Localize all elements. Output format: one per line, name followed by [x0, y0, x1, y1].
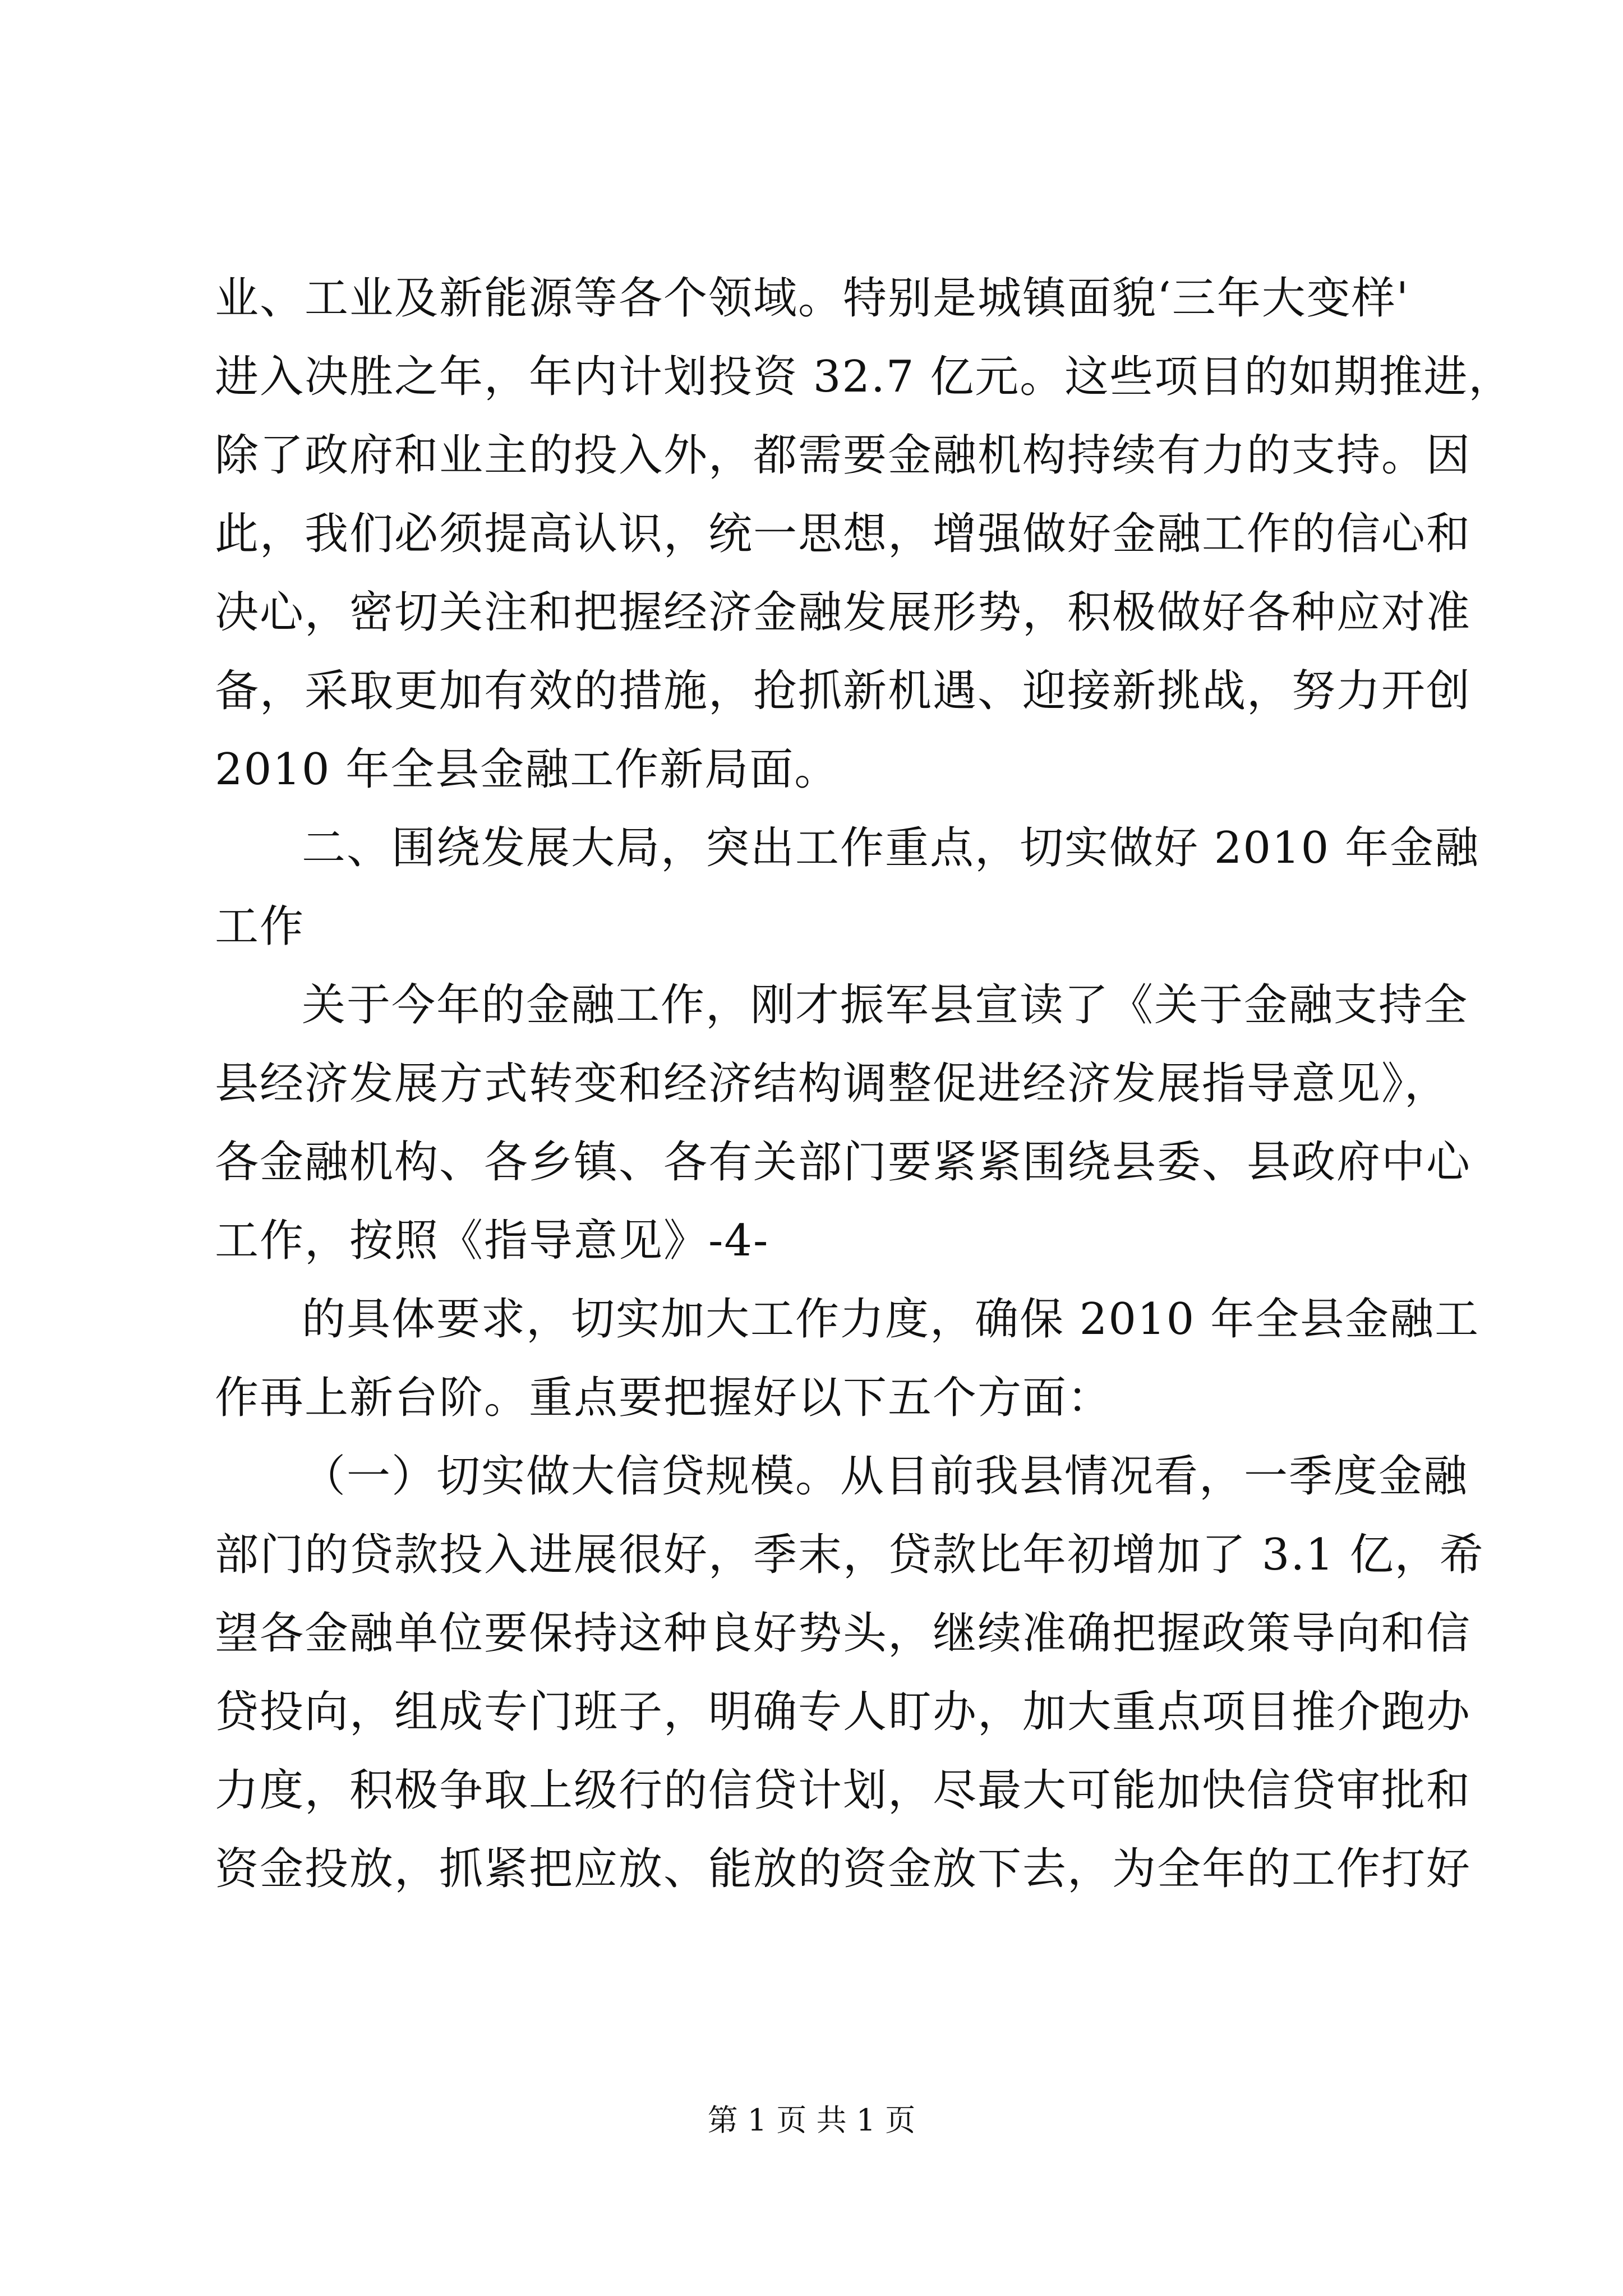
body-text-line: 进入决胜之年，年内计划投资 32.7 亿元。这些项目的如期推进，	[215, 352, 1514, 402]
body-text-line: 的具体要求，切实加大工作力度，确保 2010 年全县金融工	[302, 1294, 1480, 1345]
subsection-line: （一）切实做大信贷规模。从目前我县情况看，一季度金融	[302, 1451, 1469, 1502]
body-text-line: 望各金融单位要保持这种良好势头，继续准确把握政策导向和信	[215, 1608, 1472, 1659]
body-text-line: 贷投向，组成专门班子，明确专人盯办，加大重点项目推介跑办	[215, 1687, 1472, 1737]
body-text-line: 各金融机构、各乡镇、各有关部门要紧紧围绕县委、县政府中心	[215, 1137, 1472, 1188]
body-text-line: 此，我们必须提高认识，统一思想，增强做好金融工作的信心和	[215, 509, 1472, 559]
body-text-line: 业、工业及新能源等各个领域。特别是城镇面貌‘三年大变样'	[215, 273, 1410, 324]
body-text-line: 关于今年的金融工作，刚才振军县宣读了《关于金融支持全	[302, 980, 1469, 1030]
body-text-line: 资金投放，抓紧把应放、能放的资金放下去，为全年的工作打好	[215, 1844, 1472, 1894]
body-text-line: 县经济发展方式转变和经济结构调整促进经济发展指导意见》，	[215, 1059, 1450, 1109]
body-text-line: 作再上新台阶。重点要把握好以下五个方面：	[215, 1373, 1113, 1423]
body-text-line: 工作，按照《指导意见》-4-	[215, 1216, 769, 1266]
body-text-line: 备，采取更加有效的措施，抢抓新机遇、迎接新挑战，努力开创	[215, 666, 1472, 716]
section-heading-line: 工作	[215, 901, 305, 952]
body-text-line: 力度，积极争取上级行的信贷计划，尽最大可能加快信贷审批和	[215, 1765, 1472, 1816]
body-text-line: 决心，密切关注和把握经济金融发展形势，积极做好各种应对准	[215, 587, 1472, 638]
section-heading-line: 二、围绕发展大局，突出工作重点，切实做好 2010 年金融	[302, 823, 1480, 873]
body-text-line: 2010 年全县金融工作新局面。	[215, 744, 840, 795]
page-footer: 第 1 页 共 1 页	[707, 2102, 916, 2138]
body-text-line: 部门的贷款投入进展很好，季末，贷款比年初增加了 3.1 亿，希	[215, 1530, 1484, 1580]
body-text-line: 除了政府和业主的投入外，都需要金融机构持续有力的支持。因	[215, 430, 1472, 481]
